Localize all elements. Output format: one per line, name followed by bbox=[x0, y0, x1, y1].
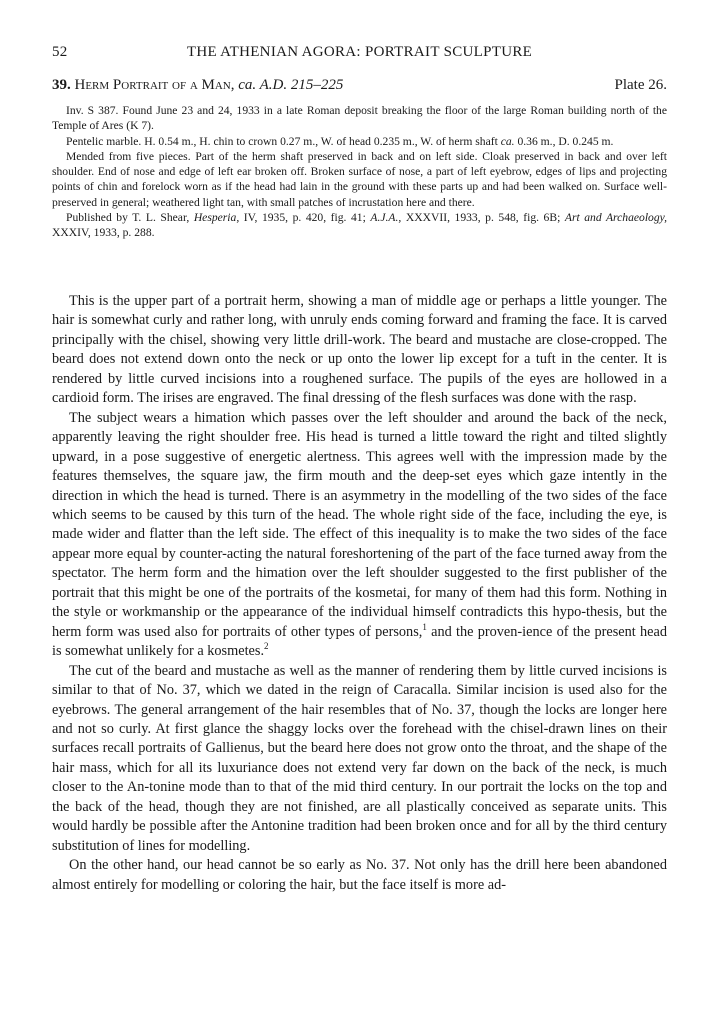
pub-text-1: Published by T. L. Shear, bbox=[66, 211, 190, 225]
material-text: Pentelic marble. H. 0.54 m., H. chin to crown 0.27 m., W. of head 0.235 m., W. of herm shaft bbox=[66, 134, 498, 148]
material-end: 0.36 m., D. 0.245 m. bbox=[517, 134, 614, 148]
publication-note bbox=[52, 210, 667, 241]
condition-note: Mended from five pieces. Part of the herm shaft preserved in back and on left side. Cloak preserved in back and over left shoulder. End of nose and edge of left ear broken off. Broken surface of nose, a part of left eyebrow, edges of lips and projecting points of chin and forelock worn as if the head had lain in the ground with these parts up and had been walked on. Surface well-preserved in general; weathered light tan, with small patches of incrustation here and there. bbox=[52, 149, 667, 209]
pub-text-2: IV, 1935, p. 420, fig. 41; bbox=[243, 211, 366, 225]
page-number: 52 bbox=[52, 44, 68, 60]
pub-art: Art and Archaeology, bbox=[564, 211, 668, 225]
footnote-ref-1[interactable]: 1 bbox=[422, 621, 427, 632]
paragraph-2 bbox=[52, 409, 667, 662]
catalogue-date: ca. A.D. 215–225 bbox=[238, 77, 344, 93]
catalogue-entry bbox=[52, 103, 667, 241]
pub-text-4: XXXIV, 1933, p. 288. bbox=[52, 226, 155, 240]
inventory-note: Inv. S 387. Found June 23 and 24, 1933 in a late Roman deposit breaking the floor of the large Roman building north of the Temple of Ares (K 7). bbox=[52, 104, 667, 133]
material-note bbox=[52, 134, 667, 149]
pub-text-3: XXXVII, 1933, p. 548, fig. 6B; bbox=[405, 211, 561, 225]
body-text bbox=[52, 292, 667, 895]
paragraph-1: This is the upper part of a portrait herm, showing a man of middle age or perhaps a little younger. The hair is somewhat curly and rather long, with unruly ends coming forward and framing the face. It is carved principally with the chisel, showing very little drill-work. The beard and mustache are close-cropped. The beard does not extend down onto the neck or up onto the lower lip except for a tuft in the center. It is rendered by little curved incisions into a roughened surface. The pupils of the eyes are hollowed in a cardioid form. The irises are engraved. The final dressing of the flesh surfaces was done with the rasp. bbox=[52, 293, 667, 407]
catalogue-number: 39. bbox=[52, 77, 71, 93]
paragraph-4: On the other hand, our head cannot be so early as No. 37. Not only has the drill here been abandoned almost entirely for modelling or coloring the hair, but the face itself is more ad- bbox=[52, 857, 667, 893]
plate-reference: Plate 26. bbox=[614, 77, 667, 93]
paragraph-2-text-a: The subject wears a himation which passes over the left shoulder and around the back of the neck, apparently leaving the right shoulder free. His head is turned a little toward the right and tilted slightly upward, in a pose suggestive of energetic alertness. This agrees well with the impression made by the features themselves, the square jaw, the firm mouth and the deep-set eyes which gaze intently in the direction in which the head is turned. There is an asymmetry in the modelling of the two sides of the face which seems to be caused by this turn of the head. The whole right side of the face, including the eye, is made wider and flatter than the left side. The effect of this inequality is to make the two sides of the face appear more equal by counter-acting the natural foreshortening of the part of the face turned away from the spectator. The herm form and the himation over the left shoulder suggested to the first publisher of the portrait that this might be one of the portraits of the kosmetai, for many of them had this form. Nothing in the style or workmanship or the appearance of the individual himself contradicts this hypo-thesis, but the herm form was used also for portraits of other types of persons, bbox=[52, 409, 667, 640]
running-head bbox=[52, 44, 667, 66]
paragraph-2-text-b: and the proven-ience of the present head is somewhat unlikely for a kosmetes. bbox=[52, 623, 667, 660]
pub-hesperia: Hesperia, bbox=[193, 211, 240, 225]
pub-aja: A.J.A., bbox=[370, 211, 402, 225]
footnote-ref-2[interactable]: 2 bbox=[264, 641, 269, 652]
paragraph-3: The cut of the beard and mustache as well as the manner of rendering them by little curved incisions is similar to that of No. 37, which we dated in the reign of Caracalla. Similar incision is used also for the eyebrows. The general arrangement of the hair resembles that of No. 37, though the locks are longer here and not so curly. At first glance the shaggy locks over the forehead with the chisel-drawn lines on their surfaces recall portraits of Gallienus, but the beard here does not grow onto the throat, and the shape of the hair mass, which for all its luxuriance does not extend very far down on the back of the neck, is much closer to the An-tonine mode than to that of the mid third century. In our portrait the locks on the top and the back of the head, though they are not finished, are all plastically conceived as separate units. This would hardly be possible after the Antonine tradition had been broken once and for all by the third century substitution of lines for modelling. bbox=[52, 662, 667, 854]
catalogue-title: Herm Portrait of a Man, bbox=[74, 77, 235, 93]
catalogue-heading bbox=[52, 77, 667, 99]
material-ca: ca. bbox=[500, 134, 515, 148]
running-title: THE ATHENIAN AGORA: PORTRAIT SCULPTURE bbox=[186, 44, 533, 60]
